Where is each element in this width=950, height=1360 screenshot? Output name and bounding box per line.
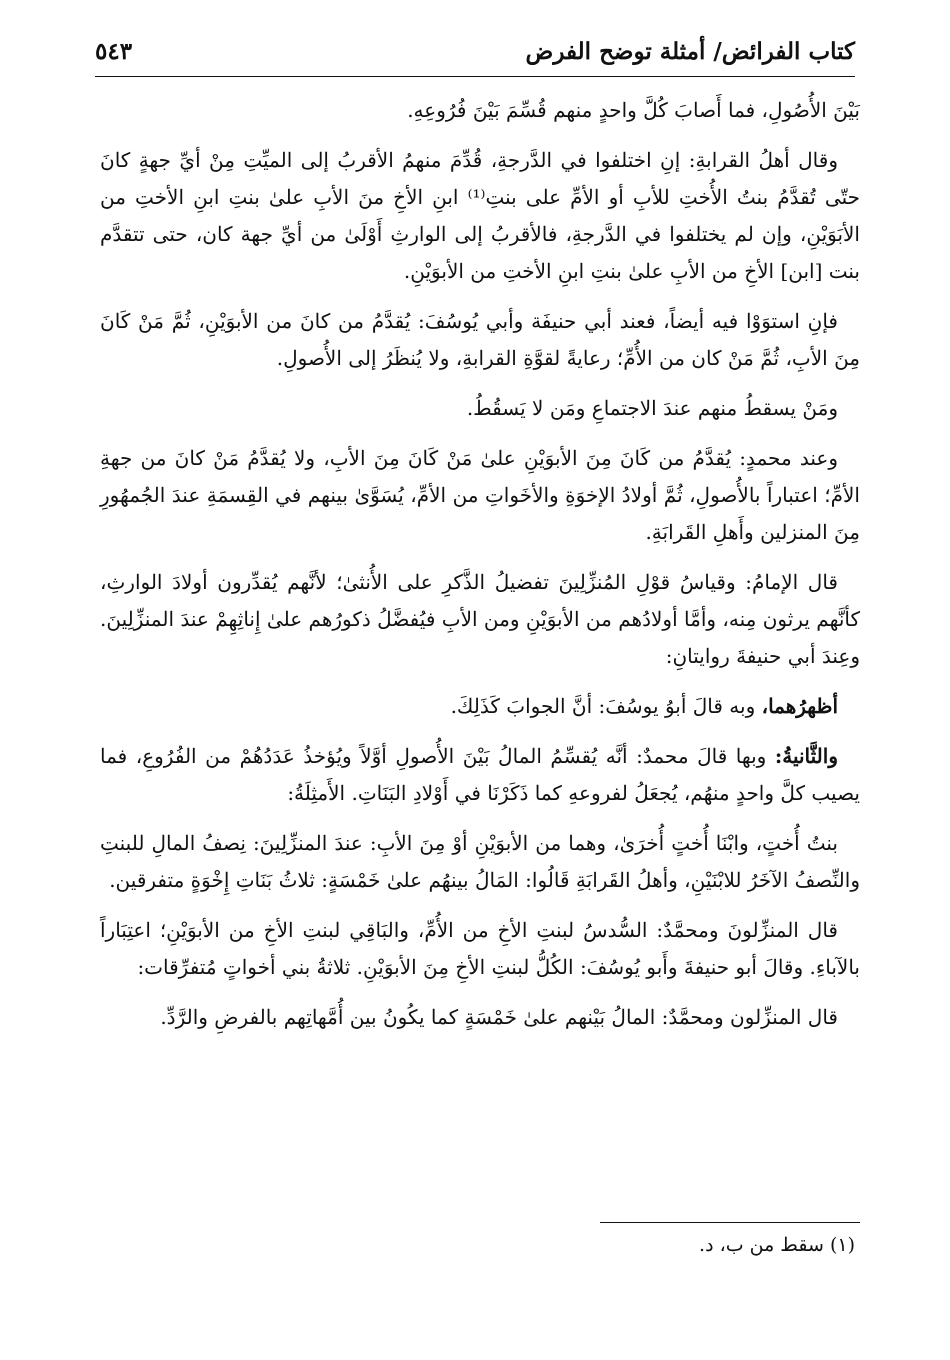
paragraph-text: وبها قالَ محمدٌ: أنَّه يُقسِّمُ المالُ بَيْنَ الأُصولِ أوَّلاً ويُؤخذُ عَدَدُهُمْ من الفُرُوعِ، فما يصيب كلَّ واحدٍ منهُم، يُجعَلُ لفروعهِ كما ذَكَرْنَا في أَوْلادِ البَنَاتِ. الأَمثِلَةُ: bbox=[100, 744, 860, 805]
paragraph bbox=[100, 564, 860, 675]
page-number: ٥٤٣ bbox=[95, 38, 133, 65]
paragraph bbox=[100, 92, 860, 129]
paragraph-text: قال المنزِّلونَ ومحمَّدٌ: السُّدسُ لبنتِ الأخِ من الأُمِّ، والبَاقِي لبنتِ الأخِ من الأبوَيْنِ؛ اعتِبَاراً بالآباءِ. وقالَ أبو حنيفةَ وأَبو يُوسُفَ: الكُلُّ لبنتِ الأخِ مِنَ الأبوَيْنِ. ثلاثةُ بني أخواتٍ مُتفرِّقات: bbox=[100, 918, 860, 979]
paragraph-text: بنتُ أُختٍ، وابْنَا أُختٍ أُخرَىٰ، وهما من الأبوَيْنِ أوْ مِنَ الأبِ: عندَ المنزِّلِينَ: نِصفُ المالِ للبنتِ والنِّصفُ الآخَرُ للابْنَيْنِ، وأهلُ القَرابَةِ قَالُوا: المَالُ بينهُم علىٰ خَمْسَةٍ: ثلاثُ بَنَاتِ إِخْوَةٍ متفرقين. bbox=[100, 831, 860, 892]
running-title: كتاب الفرائض/ أمثلة توضح الفرض bbox=[525, 38, 855, 65]
page-header bbox=[95, 30, 855, 77]
paragraph bbox=[100, 825, 860, 899]
footnote-text: سقط من ب، د. bbox=[699, 1234, 824, 1256]
paragraph bbox=[100, 142, 860, 290]
paragraph bbox=[100, 738, 860, 812]
main-text bbox=[100, 92, 860, 1049]
paragraph-text: ومَنْ يسقطُ منهم عندَ الاجتماعِ ومَن لا يَسقُطُ. bbox=[466, 396, 838, 420]
paragraph bbox=[100, 390, 860, 427]
paragraph bbox=[100, 303, 860, 377]
paragraph bbox=[100, 912, 860, 986]
paragraph-text: بَيْنَ الأُصُولِ، فما أَصابَ كُلَّ واحدٍ منهم قُسِّمَ بَيْنَ فُرُوعِهِ. bbox=[407, 98, 860, 122]
footnote-marker: (١) bbox=[829, 1234, 855, 1256]
paragraph-lead: أظهرُهما، bbox=[761, 694, 838, 718]
paragraph bbox=[100, 999, 860, 1036]
paragraph bbox=[100, 440, 860, 551]
paragraph-text: وقال أهلُ القرابةِ: إنِ اختلفوا في الدَّرجةِ، قُدِّمَ منهمُ الأقربُ إلى الميِّتِ مِنْ أيِّ جهةٍ كانَ حتّى تُقدَّمُ بنتُ الأُختِ للأبِ أو الأمِّ على بنتِ⁽¹⁾ ابنِ الأخِ منَ الأبِ علىٰ بنتِ ابنِ الأختِ من الأبَوَيْنِ، وإن لم يختلفوا في الدَّرجةِ، فالأقربُ إلى الوارثِ أَوْلَىٰ من أيِّ جهة كان، حتى تتقدَّم بنت [ابن] الأخِ من الأبِ علىٰ بنتِ ابنِ الأختِ من الأبوَيْنِ. bbox=[100, 148, 861, 283]
footnote bbox=[699, 1234, 855, 1256]
paragraph bbox=[100, 688, 860, 725]
paragraph-lead: والثَّانيةُ: bbox=[774, 744, 838, 768]
paragraph-text: قال الإمامُ: وقياسُ قوْلِ المُنزِّلِينَ تفضيلُ الذَّكرِ على الأُنثىٰ؛ لأنَّهم يُقدِّرون أولادَ الوارثِ، كأنَّهم يرثون مِنه، وأمَّا أولادُهم من الأبوَيْنِ ومن الأبِ فيُفضَّلُ ذكورُهم علىٰ إِناثِهِمْ عندَ المنزِّلِينَ. وعِندَ أبي حنيفةَ روايتانِ: bbox=[100, 570, 860, 668]
paragraph-text: وعند محمدٍ: يُقدَّمُ من كَانَ مِنَ الأبوَيْنِ علىٰ مَنْ كَانَ مِنَ الأبِ، ولا يُقدَّمُ مَنْ كانَ من جهةِ الأمِّ؛ اعتباراً بالأُصولِ، ثُمَّ أولادُ الإخوَةِ والأخَواتِ من الأمِّ، يُسَوَّىٰ بينهم في القِسمَةِ عندَ الجُمهُورِ مِنَ المنزلين وأَهلِ القَرابَةِ. bbox=[100, 446, 860, 544]
paragraph-text: فإنِ استوَوْا فيه أيضاً، فعند أبي حنيفَة وأبي يُوسُفَ: يُقدَّمُ من كانَ من الأبوَيْنِ، ثُمَّ مَنْ كَانَ مِنَ الأبِ، ثُمَّ مَنْ كان من الأُمِّ؛ رعايةً لقوَّةِ القرابةِ، ولا يُنظَرُ إلى الأُصولِ. bbox=[100, 309, 860, 370]
paragraph-text: وبه قالَ أبوُ يوسُفَ: أنَّ الجوابَ كَذَلِكَ. bbox=[450, 694, 762, 718]
paragraph-text: قال المنزِّلون ومحمَّدٌ: المالُ بَيْنهم علىٰ خَمْسَةٍ كما يكُونُ بين أُمَّهاتِهم بالفرضِ والرَّدِّ. bbox=[160, 1005, 838, 1029]
footnote-divider bbox=[600, 1222, 860, 1223]
